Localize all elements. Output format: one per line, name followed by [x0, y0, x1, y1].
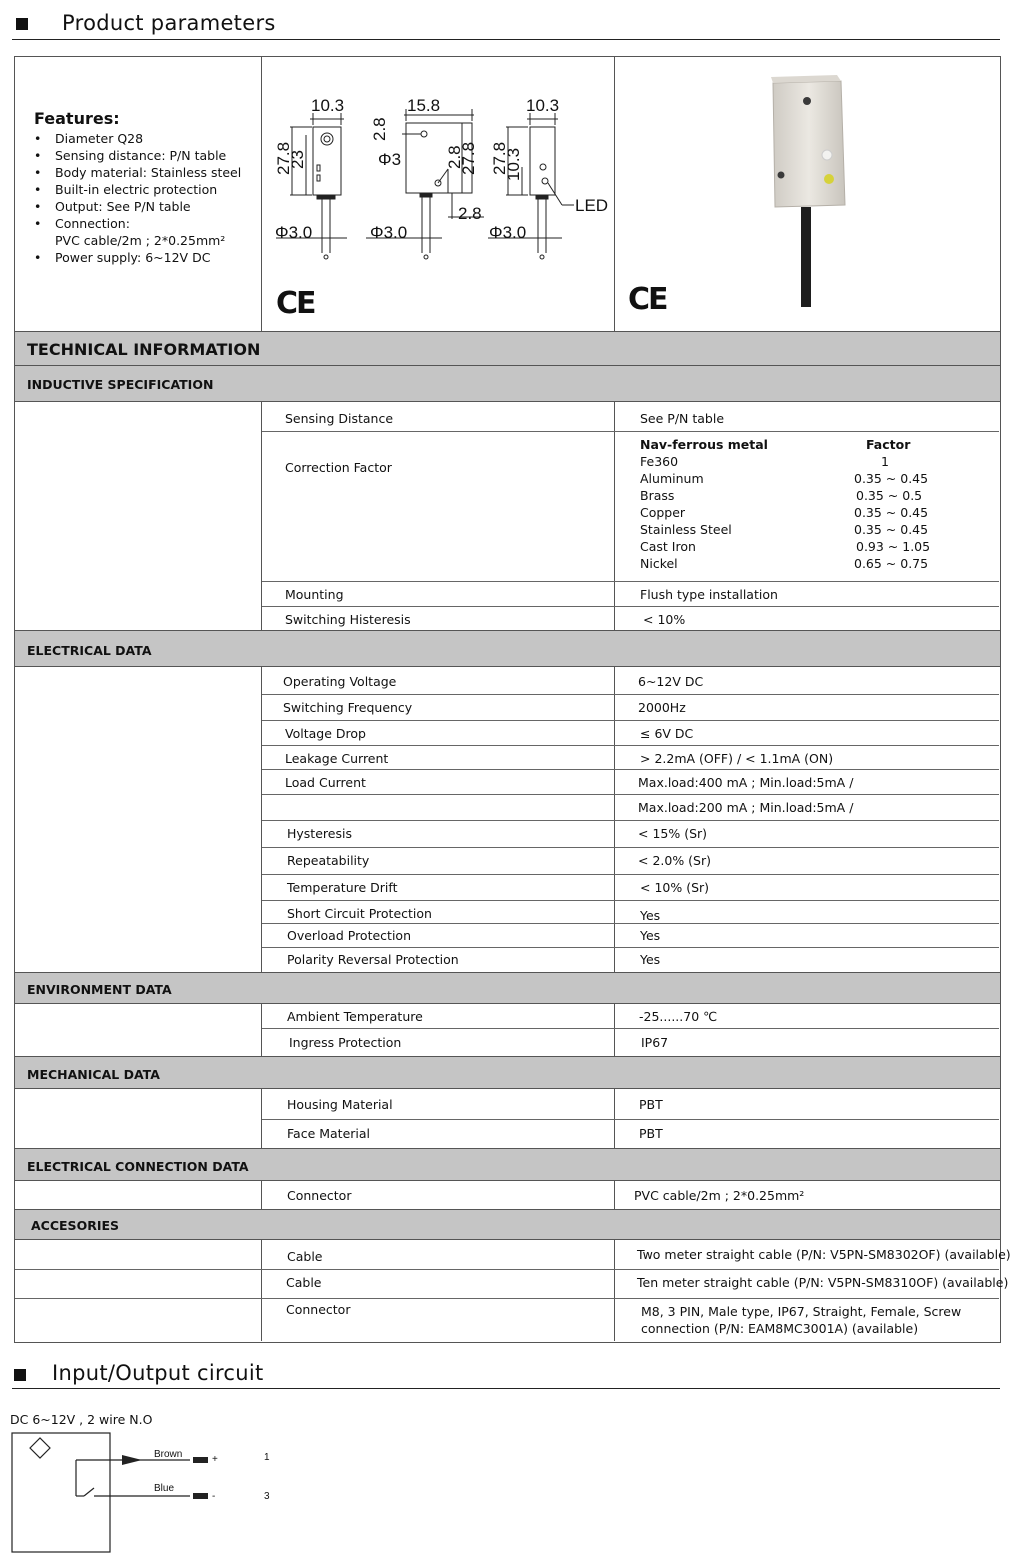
- spec-label: Face Material: [287, 1126, 371, 1141]
- dim-label: Φ3.0: [275, 223, 313, 242]
- spec-label: Ambient Temperature: [287, 1009, 423, 1024]
- spec-label: Temperature Drift: [287, 880, 398, 895]
- spec-value: < 15% (Sr): [638, 826, 708, 841]
- row-divider: [262, 947, 999, 948]
- divider: [12, 39, 1000, 40]
- row-divider: [262, 847, 999, 848]
- section-electrical: ELECTRICAL DATA: [15, 630, 1000, 667]
- spec-value: < 10%: [643, 612, 686, 627]
- spec-value: > 2.2mA (OFF) / < 1.1mA (ON): [640, 751, 834, 766]
- section-bullet: [16, 18, 28, 30]
- spec-label: Switching Frequency: [283, 700, 413, 715]
- spec-value: Flush type installation: [640, 587, 778, 602]
- pin-number: 1: [264, 1452, 270, 1463]
- dim-label: 2.8: [445, 145, 464, 169]
- row-divider: [262, 694, 999, 695]
- row-divider: [262, 745, 999, 746]
- product-photo: [615, 57, 999, 331]
- dim-label: 10.3: [526, 96, 560, 115]
- feature-item: • Sensing distance: P/N table: [34, 147, 254, 164]
- row-divider: [262, 769, 999, 770]
- page-title: Product parameters: [62, 11, 276, 35]
- section-connection: ELECTRICAL CONNECTION DATA: [15, 1148, 1000, 1181]
- spec-value: Max.load:200 mA ; Min.load:5mA /: [638, 800, 854, 815]
- circuit-caption: DC 6~12V , 2 wire N.O: [10, 1412, 153, 1427]
- spec-label: Ingress Protection: [289, 1035, 402, 1050]
- dim-label: Φ3: [378, 150, 402, 169]
- circuit-title: Input/Output circuit: [52, 1361, 264, 1385]
- feature-item: • Connection:: [34, 215, 254, 232]
- dim-label: 27.8: [274, 141, 293, 175]
- ce-mark: CE: [628, 282, 667, 317]
- dim-label: 2.8: [370, 117, 389, 141]
- wiring-diagram: [10, 1430, 300, 1556]
- spec-value: PVC cable/2m ; 2*0.25mm²: [634, 1188, 805, 1203]
- spec-label: Repeatability: [287, 853, 370, 868]
- section-accessories: ACCESORIES: [15, 1209, 1000, 1240]
- row-divider: [262, 900, 999, 901]
- spec-value: -25......70 ℃: [639, 1009, 718, 1024]
- dim-label: Φ3.0: [489, 223, 527, 242]
- spec-label: Polarity Reversal Protection: [287, 952, 459, 967]
- spec-label: Housing Material: [287, 1097, 393, 1112]
- led-label: LED: [575, 196, 609, 215]
- row-divider: [262, 820, 999, 821]
- spec-label: Short Circuit Protection: [287, 906, 432, 921]
- spec-value: Yes: [640, 908, 661, 923]
- ce-mark: CE: [276, 286, 315, 321]
- spec-label: Operating Voltage: [283, 674, 397, 689]
- spec-value: 2000Hz: [638, 700, 686, 715]
- row-divider: [262, 720, 999, 721]
- spec-value: Yes: [640, 928, 661, 943]
- row-divider: [262, 874, 999, 875]
- spec-label: Load Current: [285, 775, 366, 790]
- spec-value: M8, 3 PIN, Male type, IP67, Straight, Female, Screw: [641, 1304, 962, 1319]
- feature-item: • Diameter Q28: [34, 130, 254, 147]
- spec-label: Overload Protection: [287, 928, 411, 943]
- dim-label: 27.8: [490, 141, 509, 175]
- spec-label: Connector: [286, 1302, 351, 1317]
- section-inductive: INDUCTIVE SPECIFICATION: [15, 365, 1000, 402]
- spec-label: Mounting: [285, 587, 344, 602]
- pin-number: 3: [264, 1491, 270, 1502]
- spec-label: Hysteresis: [287, 826, 352, 841]
- row-divider: [262, 794, 999, 795]
- spec-value: IP67: [641, 1035, 669, 1050]
- spec-label: Cable: [286, 1275, 322, 1290]
- spec-label: Correction Factor: [285, 460, 392, 475]
- section-technical: TECHNICAL INFORMATION: [15, 331, 1000, 366]
- spec-value: Two meter straight cable (P/N: V5PN-SM8302OF) (available): [637, 1247, 1011, 1262]
- feature-item: • Power supply: 6~12V DC: [34, 249, 254, 266]
- section-mechanical: MECHANICAL DATA: [15, 1056, 1000, 1089]
- feature-item: PVC cable/2m ; 2*0.25mm²: [55, 233, 226, 248]
- spec-value: < 2.0% (Sr): [638, 853, 712, 868]
- spec-value: See P/N table: [640, 411, 725, 426]
- divider: [12, 1388, 1000, 1389]
- wire-sign: -: [212, 1491, 216, 1502]
- spec-label: Cable: [287, 1249, 323, 1264]
- row-divider: [262, 923, 999, 924]
- spec-value: < 10% (Sr): [640, 880, 710, 895]
- spec-value: 6~12V DC: [638, 674, 704, 689]
- features-title: Features:: [34, 109, 120, 128]
- features-block: [34, 110, 254, 266]
- spec-label: Voltage Drop: [285, 726, 366, 741]
- spec-value: PBT: [639, 1126, 663, 1141]
- spec-label: Switching Histeresis: [285, 612, 411, 627]
- dim-label: 23: [288, 150, 307, 169]
- dim-label: 10.3: [504, 147, 523, 181]
- feature-item: • Built-in electric protection: [34, 181, 254, 198]
- wire-label-blue: Blue: [154, 1483, 175, 1494]
- section-environment: ENVIRONMENT DATA: [15, 972, 1000, 1004]
- spec-label: Leakage Current: [285, 751, 389, 766]
- dim-label: 27.8: [459, 141, 478, 175]
- spec-label: Connector: [287, 1188, 352, 1203]
- feature-item: • Output: See P/N table: [34, 198, 254, 215]
- dim-label: Φ3.0: [370, 223, 408, 242]
- dim-label: 15.8: [407, 96, 441, 115]
- wire-label-brown: Brown: [154, 1449, 183, 1460]
- wire-sign: +: [212, 1454, 218, 1465]
- spec-value: PBT: [639, 1097, 663, 1112]
- spec-value: connection (P/N: EAM8MC3001A) (available): [641, 1321, 919, 1336]
- dim-label: 2.8: [458, 204, 482, 223]
- dim-label: 10.3: [311, 96, 345, 115]
- spec-value: Yes: [640, 952, 661, 967]
- spec-value: ≤ 6V DC: [640, 726, 694, 741]
- section-bullet: [14, 1369, 26, 1381]
- spec-value: Max.load:400 mA ; Min.load:5mA /: [638, 775, 854, 790]
- correction-table: Nav-ferrous metal Factor Fe360 1 Aluminum 0.35 ~ 0.45 Brass 0.35 ~ 0.5 Copper 0.35 ~ 0.45 Stainless Steel 0.35 ~ 0.45 Cast Iron 0.93 ~ 1.05 Nickel 0.65 ~ 0.75: [640, 437, 931, 571]
- feature-item: • Body material: Stainless steel: [34, 164, 254, 181]
- spec-label: Sensing Distance: [285, 411, 394, 426]
- spec-value: Ten meter straight cable (P/N: V5PN-SM8310OF) (available): [637, 1275, 1009, 1290]
